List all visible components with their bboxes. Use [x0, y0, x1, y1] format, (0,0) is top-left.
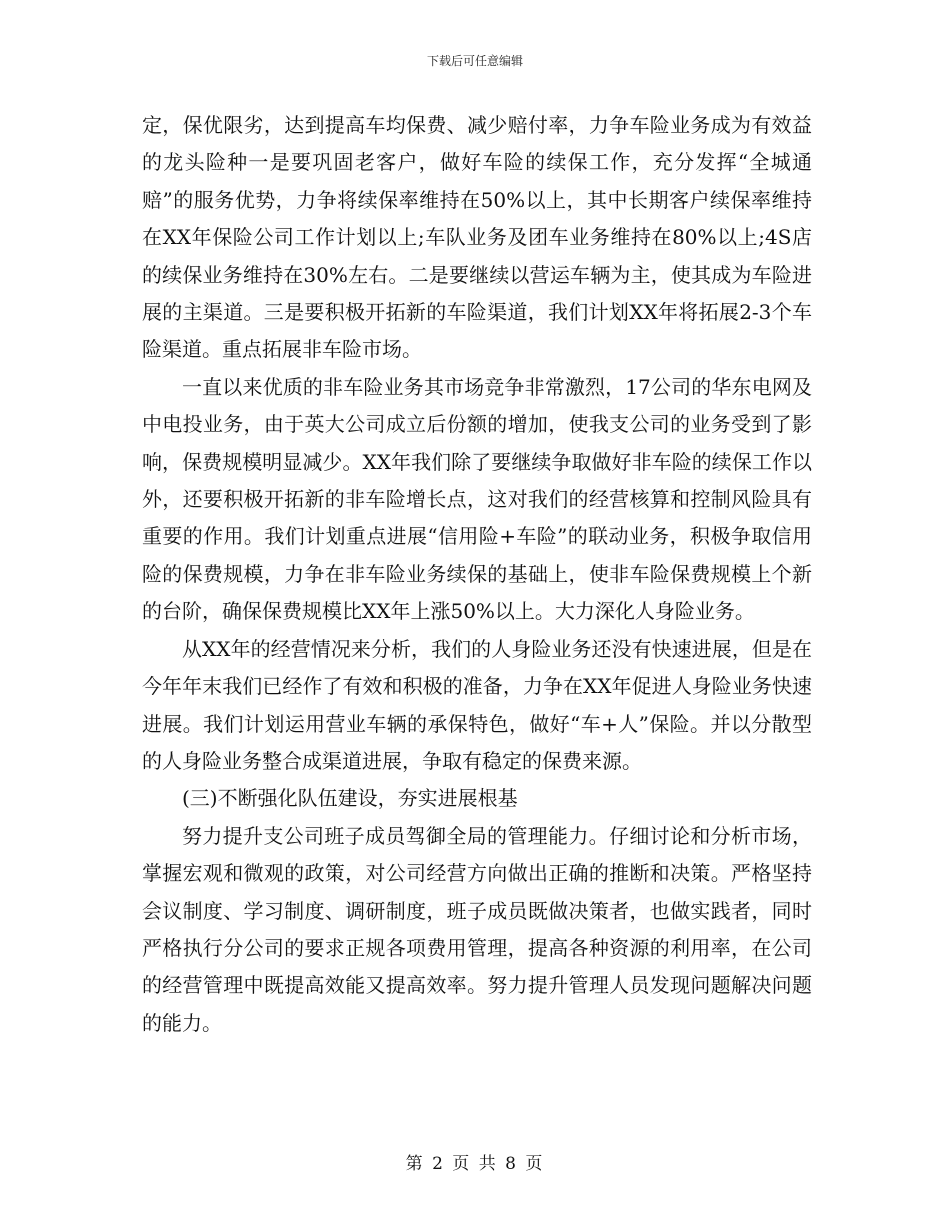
page-number-footer: 第 2 页 共 8 页 — [405, 1154, 545, 1174]
section-heading: (三)不断强化队伍建设，夯实进展根基 — [182, 786, 518, 811]
paragraph-personal-insurance: 从XX年的经营情况来分析，我们的人身险业务还没有快速进展，但是在今年年末我们已经作了有效和积极的准备，力争在XX年促进人身险业务快速进展。我们计划运用营业车辆的承保特色，做好“车+人”保险。并以分散型的人身险业务整合成渠道进展，争取有稳定的保费来源。 — [142, 636, 812, 773]
paragraph-team-building: 努力提升支公司班子成员驾御全局的管理能力。仔细讨论和分析市场，掌握宏观和微观的政策，对公司经营方向做出正确的推断和决策。严格坚持会议制度、学习制度、调研制度，班子成员既做决策者，也做实践者，同时严格执行分公司的要求正规各项费用管理，提高各种资源的利用率，在公司的经营管理中既提高效能又提高效率。努力提升管理人员发现问题解决问题的能力。 — [142, 823, 812, 1035]
document-body — [142, 107, 812, 1042]
page-header: 下载后可任意编辑 — [426, 54, 523, 68]
paragraph-continuation: 定，保优限劣，达到提高车均保费、减少赔付率，力争车险业务成为有效益的龙头险种一是要巩固老客户，做好车险的续保工作，充分发挥“全城通赔”的服务优势，力争将续保率维持在50%以上，其中长期客户续保率维持在XX年保险公司工作计划以上;车队业务及团车业务维持在80%以上;4S店的续保业务维持在30%左右。二是要继续以营运车辆为主，使其成为车险进展的主渠道。三是要积极开拓新的车险渠道，我们计划XX年将拓展2-3个车险渠道。重点拓展非车险市场。 — [142, 113, 812, 362]
paragraph-non-auto-insurance: 一直以来优质的非车险业务其市场竞争非常激烈，17公司的华东电网及中电投业务，由于英大公司成立后份额的增加，使我支公司的业务受到了影响，保费规模明显减少。XX年我们除了要继续争取做好非车险的续保工作以外，还要积极开拓新的非车险增长点，这对我们的经营核算和控制风险具有重要的作用。我们计划重点进展“信用险+车险”的联动业务，积极争取信用险的保费规模，力争在非车险业务续保的基础上，使非车险保费规模上个新的台阶，确保保费规模比XX年上涨50%以上。大力深化人身险业务。 — [142, 374, 812, 624]
